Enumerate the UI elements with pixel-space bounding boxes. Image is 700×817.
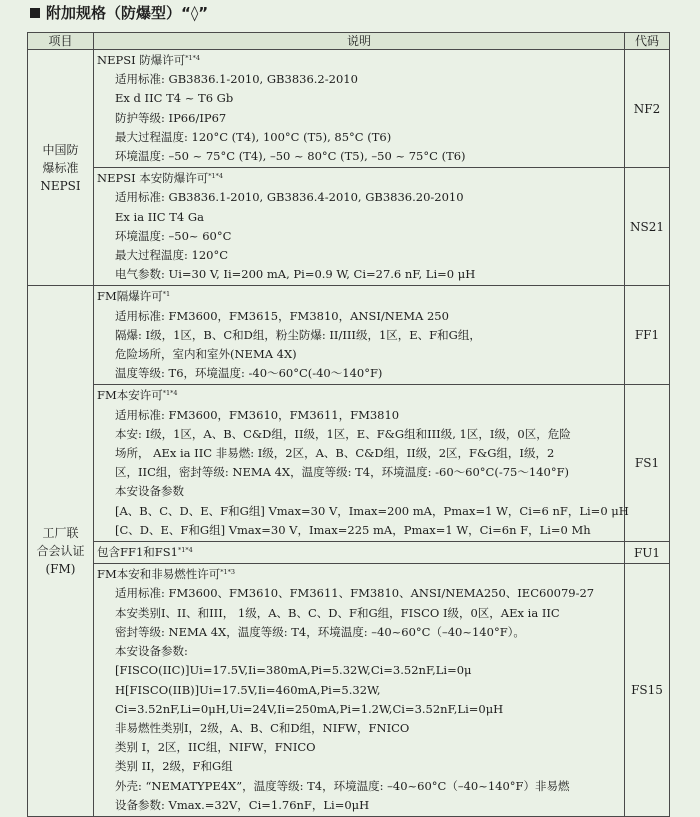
section-heading: [30, 3, 208, 23]
row-title: 包含FF1和$FS1^{*1*4}$: [97, 545, 193, 560]
table-row: [28, 385, 670, 542]
desc-fs1: FM本安许可$^{*1*4}$ 适用标准: FM3600，FM3610，FM3611，FM3810 本安: I级，1区，A、B、C&D组，II级，1区，E、F&G组和III级, 1区，I级，0区，危险 场所， AEx ia IIC 非易燃: I级，2区，A、B、C&D组，II级，2区，F&G组，I级，2 区，IIC组，密封等级: NEMA 4X，温度等级: T4，环境温度: -60～60°C(-75～140°F) 本安设备参数 [A、B、C、D、E、F和G组] Vmax=30 V，Imax=200 mA，Pmax=1 W，Ci=6 nF，Li=0 μH [C、D、E、F和G组] Vmax=30 V，Imax=225 mA，Pmax=1 W，Ci=6n F，Li=0 Mh: [94, 385, 625, 542]
table-header-row: [28, 33, 670, 50]
code-nf2: NF2: [625, 50, 670, 168]
row-title: NEPSI 本安防爆许可$^{*1*4}$: [97, 171, 224, 186]
code-ff1: FF1: [625, 286, 670, 385]
code-fs15: FS15: [625, 564, 670, 817]
desc-fs15: FM本安和非易燃性许可$^{*1*3}$ 适用标准: FM3600、FM3610、FM3611、FM3810、ANSI/NEMA250、IEC60079-27 本安类别I、II、和III， 1级，A、B、C、D、F和G组，FISCO I级，0区，AEx ia IIC 密封等级: NEMA 4X，温度等级: T4，环境温度: –40~60°C（–40~140°F）。 本安设备参数: [FISCO(IIC)]Ui=17.5V,Ii=380mA,Pi=5.32W,Ci=3.52nF,Li=0μ H[FISCO(IIB)]Ui=17.5V,Ii=460mA,Pi=5.32W, Ci=3.52nF,Li=0μH,Ui=24V,Ii=250mA,Pi=1.2W,Ci=3.52nF,Li=0μH 非易燃性类别I，2级，A、B、C和D组，NIFW，FNICO 类别 I，2区，IIC组，NIFW，FNICO 类别 II，2级，F和G组 外壳: “NEMATYPE4X”，温度等级: T4，环境温度: –40~60°C（–40~140°F）非易燃 设备参数: Vmax.=32V，Ci=1.76nF，Li=0μH: [94, 564, 625, 817]
row-title: FM隔爆许可$^{*1}$: [97, 289, 171, 304]
header-item: 项目: [28, 33, 94, 50]
code-fs1: FS1: [625, 385, 670, 542]
code-fu1: FU1: [625, 542, 670, 564]
row-title: NEPSI 防爆许可$^{*1*4}$: [97, 53, 201, 67]
header-description: 说明: [94, 33, 625, 50]
table-row: [28, 542, 670, 564]
desc-nf2: NEPSI 防爆许可$^{*1*4}$ 适用标准: GB3836.1-2010, GB3836.2-2010 Ex d IIC T4 ~ T6 Gb 防护等级: IP66/IP67 最大过程温度: 120°C (T4), 100°C (T5), 85°C (T6) 环境温度: –50 ~ 75°C (T4), –50 ~ 80°C (T5), –50 ~ 75°C (T6): [94, 50, 625, 168]
desc-ff1: FM隔爆许可$^{*1}$ 适用标准: FM3600，FM3615，FM3810，ANSI/NEMA 250 隔爆: I级，1区，B、C和D组，粉尘防爆: II/III级，1区，E、F和G组， 危险场所，室内和室外(NEMA 4X) 温度等级: T6，环境温度: -40～60°C(-40～140°F): [94, 286, 625, 385]
code-ns21: NS21: [625, 168, 670, 286]
desc-ns21: NEPSI 本安防爆许可$^{*1*4}$ 适用标准: GB3836.1-2010, GB3836.4-2010, GB3836.20-2010 Ex ia IIC T4 Ga 环境温度: –50~ 60°C 最大过程温度: 120°C 电气参数: Ui=30 V, Ii=200 mA, Pi=0.9 W, Ci=27.6 nF, Li=0 μH: [94, 168, 625, 286]
table-row: [28, 564, 670, 817]
item-nepsi: 中国防 爆标准 NEPSI: [28, 50, 94, 286]
section-heading-text: 附加规格（防爆型）“◊”: [46, 4, 209, 22]
spec-table: [27, 32, 670, 817]
header-code: 代码: [625, 33, 670, 50]
desc-fu1: [94, 542, 625, 564]
table-row: [28, 50, 670, 168]
table-row: [28, 168, 670, 286]
row-title: FM本安和非易燃性许可$^{*1*3}$: [97, 567, 236, 582]
item-fm: 工厂联 合会认证 (FM): [28, 286, 94, 816]
square-bullet-icon: [30, 8, 40, 18]
row-title: FM本安许可$^{*1*4}$: [97, 388, 178, 403]
table-row: [28, 286, 670, 385]
